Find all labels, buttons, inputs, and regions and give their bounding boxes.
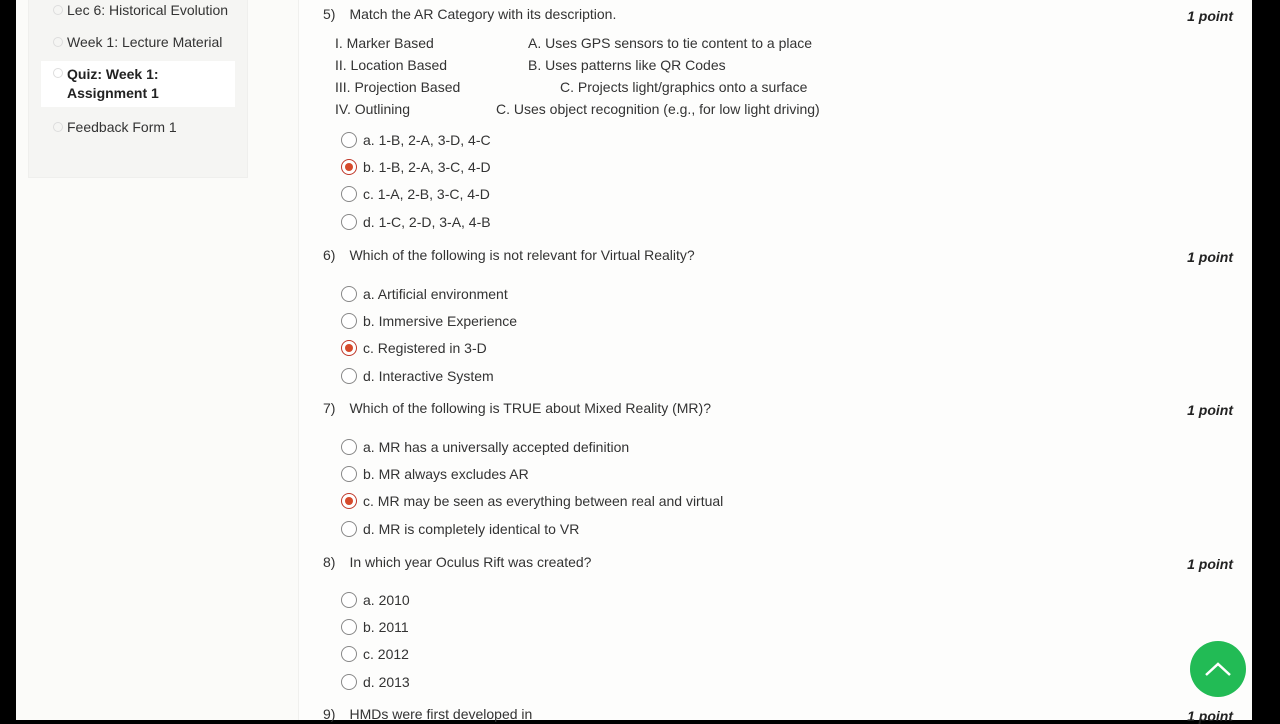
radio-button[interactable] bbox=[341, 521, 357, 537]
question-7 bbox=[323, 400, 1243, 416]
option[interactable]: c. 2012 bbox=[341, 641, 1243, 668]
radio-button[interactable] bbox=[341, 674, 357, 690]
radio-button[interactable] bbox=[341, 592, 357, 608]
radio-button[interactable] bbox=[341, 340, 357, 356]
radio-button[interactable] bbox=[341, 286, 357, 302]
match-item: B. Uses patterns like QR Codes bbox=[528, 57, 726, 73]
option[interactable]: a. 1-B, 2-A, 3-D, 4-C bbox=[341, 126, 1243, 153]
match-item: II. Location Based bbox=[335, 57, 448, 73]
option[interactable]: d. MR is completely identical to VR bbox=[341, 515, 1243, 542]
scroll-to-top-button[interactable] bbox=[1190, 641, 1246, 697]
radio-button[interactable] bbox=[341, 493, 357, 509]
points-label: 1 point bbox=[1187, 708, 1233, 724]
option[interactable]: d. Interactive System bbox=[341, 362, 1243, 389]
option[interactable]: c. Registered in 3-D bbox=[341, 335, 1243, 362]
status-circle-icon bbox=[53, 68, 63, 78]
status-circle-icon bbox=[53, 122, 63, 132]
radio-button[interactable] bbox=[341, 214, 357, 230]
page bbox=[16, 0, 1252, 724]
status-circle-icon bbox=[53, 37, 63, 47]
question-title: 6) Which of the following is not relevant for Virtual Reality? bbox=[323, 247, 695, 263]
question-title: 9) HMDs were first developed in bbox=[323, 706, 533, 722]
option[interactable]: a. 2010 bbox=[341, 586, 1243, 613]
radio-button[interactable] bbox=[341, 646, 357, 662]
radio-button[interactable] bbox=[341, 186, 357, 202]
options-group bbox=[323, 433, 1243, 542]
status-circle-icon bbox=[53, 5, 63, 15]
options-group bbox=[323, 126, 1243, 235]
radio-button[interactable] bbox=[341, 466, 357, 482]
points-label: 1 point bbox=[1187, 556, 1233, 572]
points-label: 1 point bbox=[1187, 249, 1233, 265]
radio-button[interactable] bbox=[341, 619, 357, 635]
option[interactable]: c. 1-A, 2-B, 3-C, 4-D bbox=[341, 181, 1243, 208]
option[interactable]: b. 1-B, 2-A, 3-C, 4-D bbox=[341, 153, 1243, 180]
sidebar-item-feedback[interactable]: Feedback Form 1 bbox=[53, 119, 177, 135]
option[interactable]: b. MR always excludes AR bbox=[341, 460, 1243, 487]
radio-button[interactable] bbox=[341, 439, 357, 455]
question-title: 8) In which year Oculus Rift was created? bbox=[323, 554, 592, 570]
match-item: C. Uses object recognition (e.g., for low light driving) bbox=[496, 101, 820, 117]
match-item: III. Projection Based bbox=[335, 79, 461, 95]
chevron-up-icon bbox=[1204, 661, 1232, 677]
radio-button[interactable] bbox=[341, 368, 357, 384]
option[interactable]: b. 2011 bbox=[341, 613, 1243, 640]
sidebar-item-lecture-material[interactable]: Week 1: Lecture Material bbox=[53, 34, 222, 50]
question-title: 7) Which of the following is TRUE about Mixed Reality (MR)? bbox=[323, 400, 711, 416]
quiz-content bbox=[298, 0, 1250, 724]
radio-button[interactable] bbox=[341, 132, 357, 148]
options-group bbox=[323, 280, 1243, 389]
sidebar-item-quiz[interactable]: Quiz: Week 1: Assignment 1 bbox=[41, 61, 235, 107]
points-label: 1 point bbox=[1187, 402, 1233, 418]
option[interactable]: a. Artificial environment bbox=[341, 280, 1243, 307]
match-item: A. Uses GPS sensors to tie content to a place bbox=[528, 35, 813, 51]
points-label: 1 point bbox=[1187, 8, 1233, 24]
option[interactable]: c. MR may be seen as everything between real and virtual bbox=[341, 488, 1243, 515]
question-title: 5) Match the AR Category with its description. bbox=[323, 6, 617, 22]
radio-button[interactable] bbox=[341, 159, 357, 175]
match-item: C. Projects light/graphics onto a surface bbox=[560, 79, 808, 95]
question-6 bbox=[323, 247, 1243, 263]
option[interactable]: a. MR has a universally accepted definition bbox=[341, 433, 1243, 460]
radio-button[interactable] bbox=[341, 313, 357, 329]
match-item: IV. Outlining bbox=[335, 101, 410, 117]
option[interactable]: b. Immersive Experience bbox=[341, 307, 1243, 334]
options-group bbox=[323, 586, 1243, 695]
sidebar-item-lec6[interactable]: Lec 6: Historical Evolution bbox=[53, 2, 228, 18]
sidebar bbox=[28, 0, 248, 178]
question-5 bbox=[323, 6, 1243, 22]
option[interactable]: d. 2013 bbox=[341, 668, 1243, 695]
option[interactable]: d. 1-C, 2-D, 3-A, 4-B bbox=[341, 208, 1243, 235]
question-8 bbox=[323, 554, 1243, 570]
match-item: I. Marker Based bbox=[335, 35, 434, 51]
